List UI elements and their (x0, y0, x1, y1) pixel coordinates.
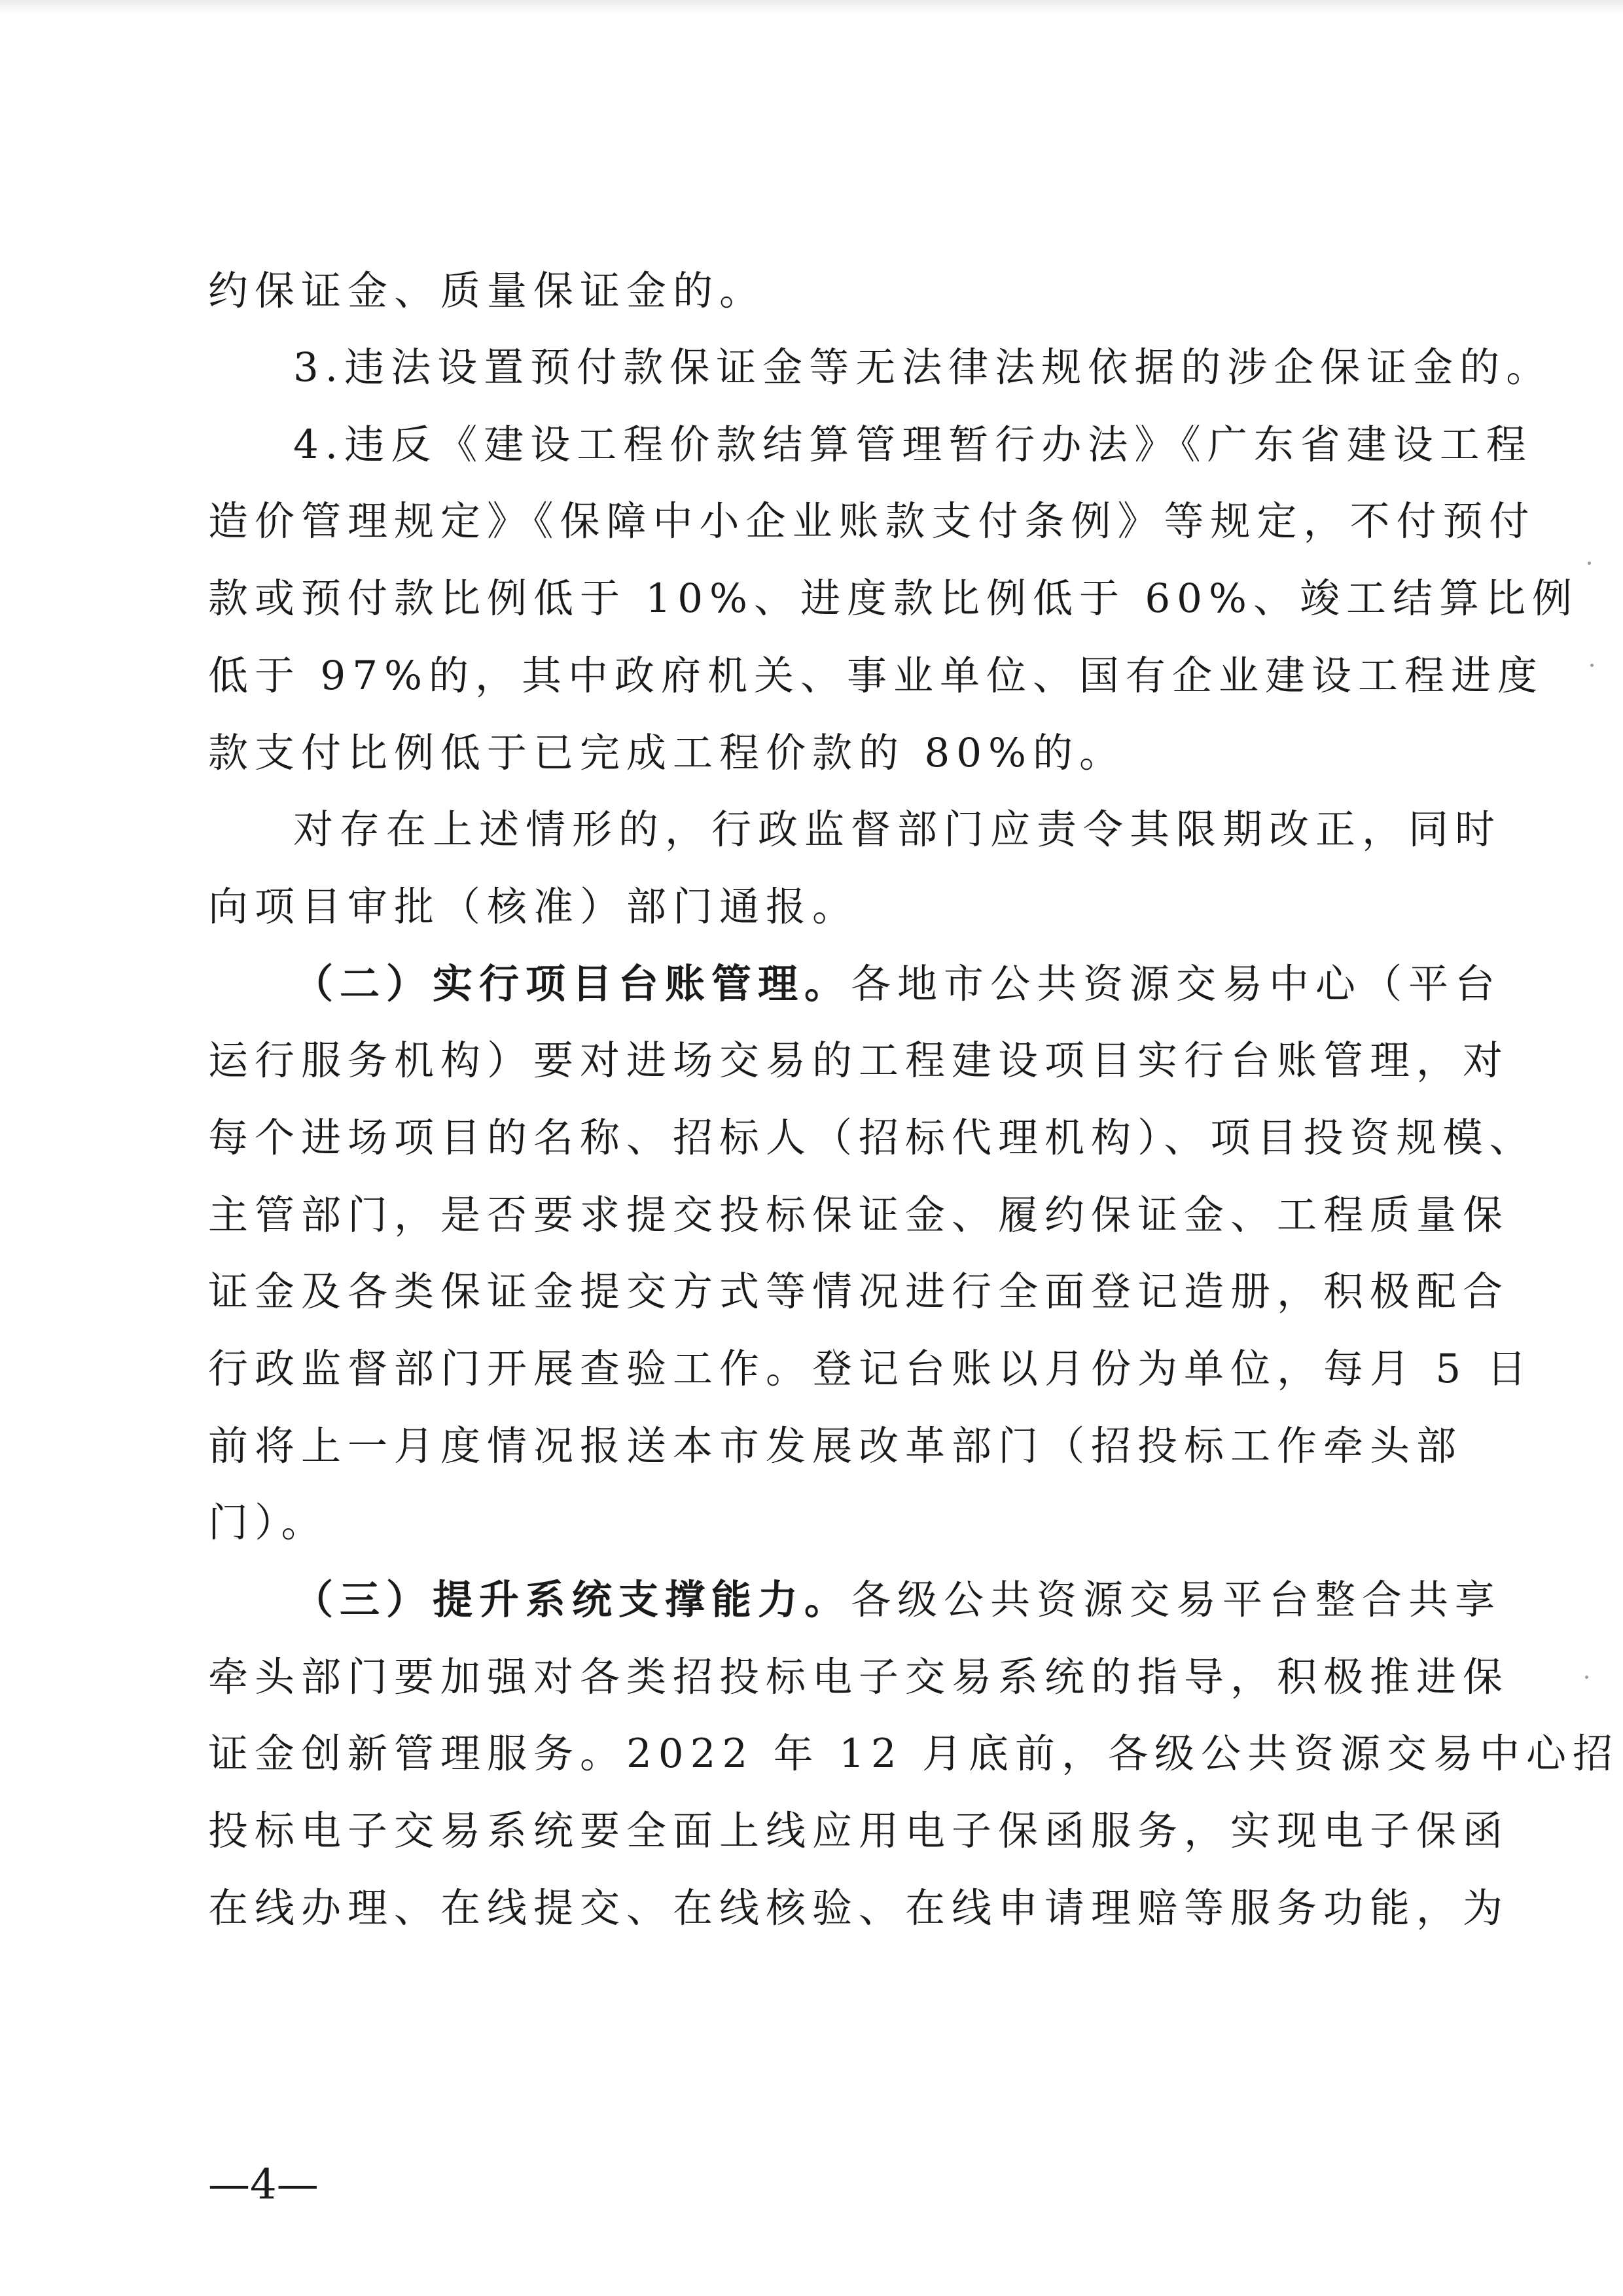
text-line: 牵头部门要加强对各类招投标电子交易系统的指导，积极推进保 (208, 1654, 1510, 1700)
section-heading-3: （三）提升系统支撑能力。 (293, 1577, 851, 1623)
scan-speck (1585, 1676, 1588, 1679)
text-line: 证金及各类保证金提交方式等情况进行全面登记造册，积极配合 (208, 1268, 1510, 1315)
scan-speck (1590, 664, 1594, 667)
text-line: 约保证金、质量保证金的。 (208, 268, 766, 314)
page-number: —4— (208, 2161, 319, 2209)
text-line: 造价管理规定》《保障中小企业账款支付条例》等规定，不付预付 (208, 498, 1536, 545)
list-item-3: 3.违法设置预付款保证金等无法律法规依据的涉企保证金的。 (293, 344, 1553, 391)
text-line: 运行服务机构）要对进场交易的工程建设项目实行台账管理，对 (208, 1037, 1510, 1084)
text-line: 向项目审批（核准）部门通报。 (208, 884, 859, 930)
text-line: 投标电子交易系统要全面上线应用电子保函服务，实现电子保函 (208, 1808, 1510, 1854)
section-text: 各地市公共资源交易中心（平台 (851, 961, 1502, 1007)
text-line: 款或预付款比例低于 10%、进度款比例低于 60%、竣工结算比例 (208, 575, 1578, 622)
scan-speck (1588, 562, 1591, 565)
section-heading-2: （二）实行项目台账管理。 (293, 961, 851, 1007)
section-text: 各级公共资源交易平台整合共享 (851, 1577, 1502, 1623)
text-line: 门）。 (208, 1499, 328, 1546)
text-line: 款支付比例低于已完成工程价款的 80%的。 (208, 730, 1126, 776)
text-line: 低于 97%的，其中政府机关、事业单位、国有企业建设工程进度 (208, 653, 1544, 699)
text-line: 证金创新管理服务。2022 年 12 月底前，各级公共资源交易中心招 (208, 1731, 1620, 1777)
section-line (293, 958, 1501, 1011)
text-line: 行政监督部门开展查验工作。登记台账以月份为单位，每月 5 日 (208, 1346, 1533, 1392)
list-item-4: 4.违反《建设工程价款结算管理暂行办法》《广东省建设工程 (293, 422, 1533, 468)
paragraph-start: 对存在上述情形的，行政监督部门应责令其限期改正，同时 (293, 806, 1502, 853)
section-line (293, 1574, 1501, 1626)
text-line: 在线办理、在线提交、在线核验、在线申请理赔等服务功能，为 (208, 1885, 1510, 1931)
text-line: 每个进场项目的名称、招标人（招标代理机构）、项目投资规模、 (208, 1115, 1536, 1161)
text-line: 主管部门，是否要求提交投标保证金、履约保证金、工程质量保 (208, 1192, 1510, 1238)
text-line: 前将上一月度情况报送本市发展改革部门（招投标工作牵头部 (208, 1423, 1463, 1469)
